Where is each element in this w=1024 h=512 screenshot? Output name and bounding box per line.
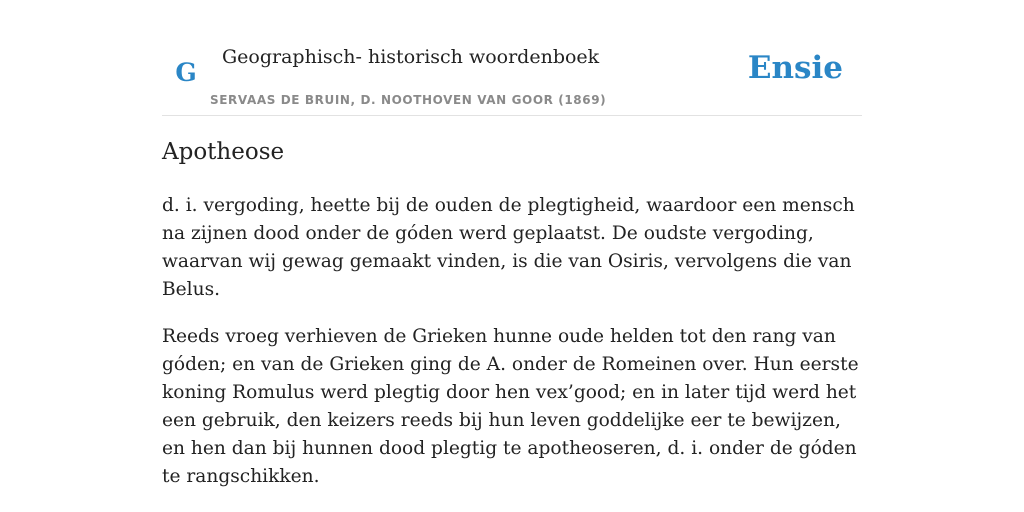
book-title[interactable]: Geographisch- historisch woordenboek <box>222 46 600 68</box>
ensie-logo-link[interactable]: Ensie <box>747 50 843 86</box>
entry-title: Apotheose <box>162 139 285 165</box>
entry-body <box>162 192 862 510</box>
entry-paragraph: d. i. vergoding, heette bij de ouden de plegtigheid, waardoor een mensch na zijnen dood onder de góden werd geplaatst. De oudste vergoding, waarvan wij gewag gemaakt vinden, is die van Osiris, vervolgens die van Belus. <box>162 195 855 300</box>
book-authors: SERVAAS DE BRUIN, D. NOOTHOVEN VAN GOOR (1869) <box>210 93 607 107</box>
entry-paragraph: Reeds vroeg verhieven de Grieken hunne oude helden tot den rang van góden; en van de Grieken ging de A. onder de Romeinen over. Hun eerste koning Romulus werd plegtig door hen vex’good; en in later tijd werd het een gebruik, den keizers reeds bij hun leven goddelijke eer te bewijzen, en hen dan bij hunnen dood plegtig te apotheoseren, d. i. onder de góden te rangschikken. <box>162 326 859 487</box>
book-header <box>162 40 862 116</box>
book-letter-icon[interactable]: G <box>175 57 197 87</box>
